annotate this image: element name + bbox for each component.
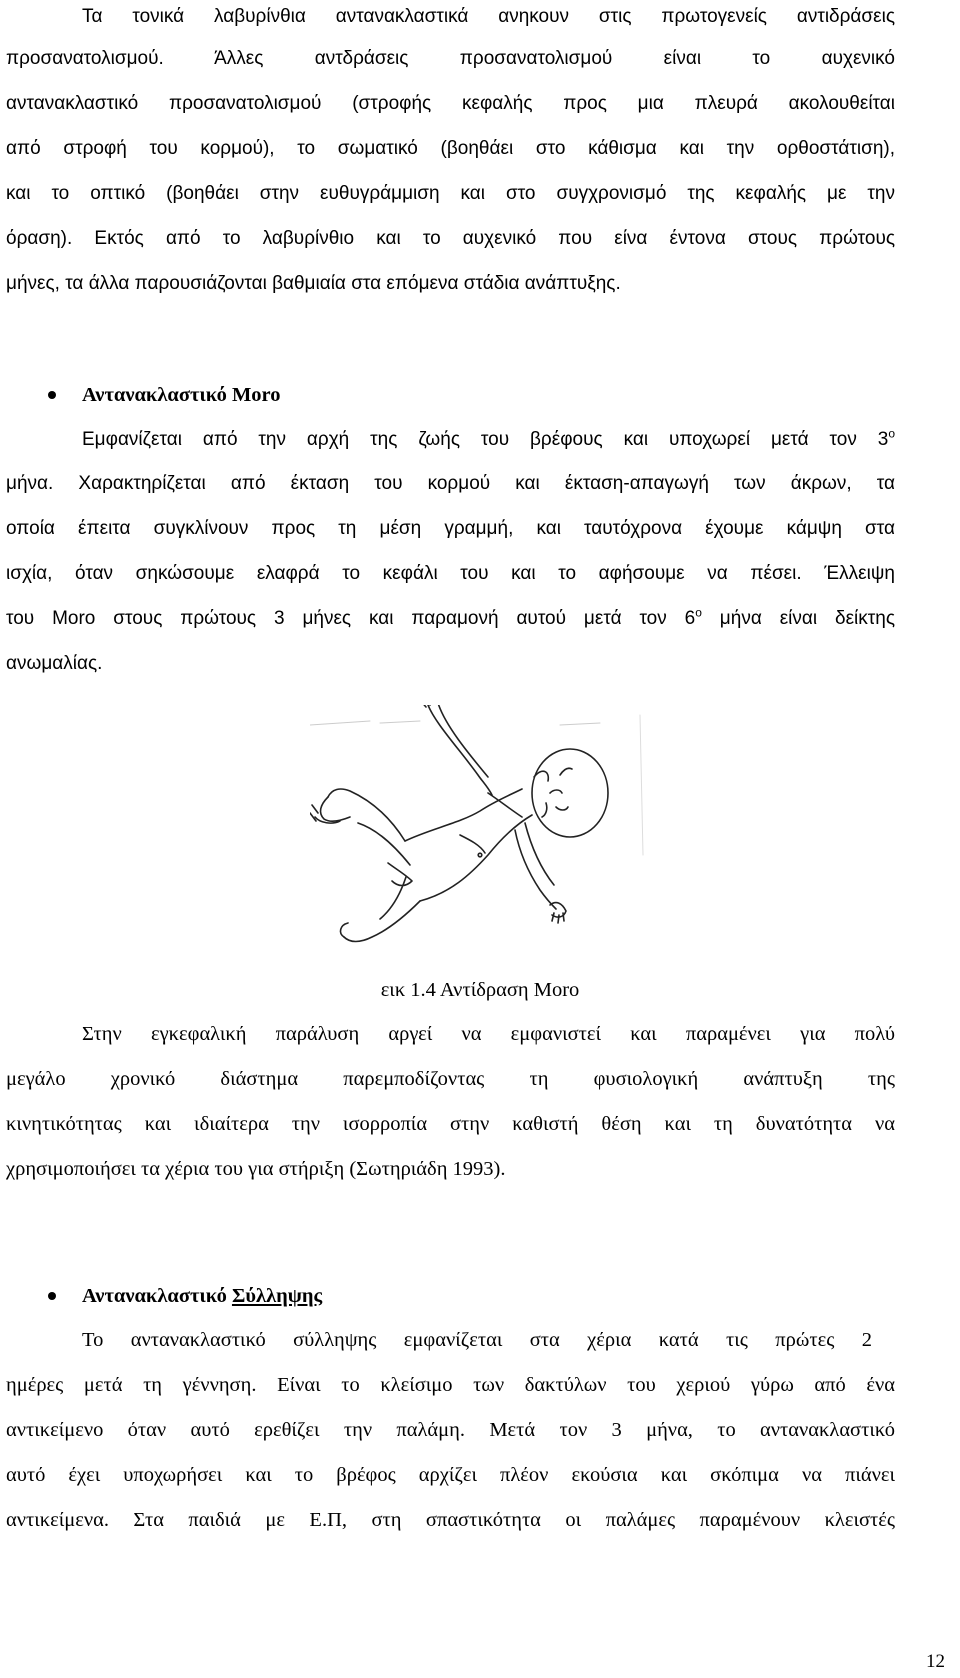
moro-line: ανωμαλίας. bbox=[6, 653, 103, 674]
moro-line: ισχία, όταν σηκώσουμε ελαφρά το κεφάλι του και το αφήσουμε να πέσει. Έλλειψη bbox=[6, 563, 895, 584]
grasp-line: ημέρες μετά τη γέννηση. Είναι το κλείσιμο των δακτύλων του χεριού γύρω από ένα bbox=[6, 1374, 895, 1396]
bullet-dot bbox=[48, 1292, 56, 1300]
paragraph-1-line: όραση). Εκτός από το λαβυρίνθιο και το αυχενικό που είνα έντονα στους πρώτους bbox=[6, 228, 895, 249]
paragraph-1-line: Τα τονικά λαβυρίνθια αντανακλαστικά ανηκουν στις πρωτογενείς αντιδράσεις bbox=[82, 6, 895, 27]
page-number: 12 bbox=[926, 1651, 945, 1672]
grasp-line: Το αντανακλαστικό σύλληψης εμφανίζεται στα χέρια κατά τις πρώτες 2 bbox=[82, 1329, 872, 1351]
moro-line: του Moro στους πρώτους 3 μήνες και παραμονή αυτού μετά τον $6^o$ μήνα είναι δείκτης bbox=[6, 605, 895, 629]
paragraph-1-line: από στροφή του κορμού), το σωματικό (βοηθάει στο κάθισμα και την ορθοστάτιση), bbox=[6, 138, 895, 159]
grasp-line: αυτό έχει υποχωρήσει και το βρέφος αρχίζει πλέον εκούσια και σκόπιμα να πιάνει bbox=[6, 1464, 895, 1486]
paragraph-1-line: προσανατολισμού. Άλλες αντδράσεις προσανατολισμού είναι το αυχενικό bbox=[6, 48, 895, 69]
grasp-line: αντικείμενο όταν αυτό ερεθίζει την παλάμη. Μετά τον 3 μήνα, το αντανακλαστικό bbox=[6, 1419, 895, 1441]
bullet-dot bbox=[48, 391, 56, 399]
moro-reflex-illustration bbox=[310, 705, 650, 960]
grasp-line: αντικείμενα. Στα παιδιά με Ε.Π, στη σπαστικότητα οι παλάμες παραμένουν κλειστές bbox=[6, 1509, 895, 1531]
paragraph-1-line: και το οπτικό (βοηθάει στην ευθυγράμμιση και στο συγχρονισμό της κεφαλής με την bbox=[6, 183, 895, 204]
paragraph-cp-line: Στην εγκεφαλική παράλυση αργεί να εμφανιστεί και παραμένει για πολύ bbox=[82, 1023, 895, 1045]
moro-line: οποία έπειτα συγκλίνουν προς τη μέση γραμμή, και ταυτόχρονα έχουμε κάμψη στα bbox=[6, 518, 895, 539]
figure-caption: εικ 1.4 Αντίδραση Moro bbox=[380, 979, 580, 1001]
paragraph-cp-line: μεγάλο χρονικό διάστημα παρεμποδίζοντας τη φυσιολογική ανάπτυξη της bbox=[6, 1068, 895, 1090]
moro-line: Εμφανίζεται από την αρχή της ζωής του βρέφους και υποχωρεί μετά τον $3^o$ bbox=[82, 426, 895, 450]
paragraph-cp-line: χρησιμοποιήσει τα χέρια του για στήριξη (Σωτηριάδη 1993). bbox=[6, 1158, 506, 1180]
section-heading-moro: Αντανακλαστικό Moro bbox=[82, 384, 281, 406]
section-heading-grasp: Αντανακλαστικό Σύλληψης bbox=[82, 1285, 323, 1307]
moro-line: μήνα. Χαρακτηρίζεται από έκταση του κορμού και έκταση-απαγωγή των άκρων, τα bbox=[6, 473, 895, 494]
paragraph-1-line: αντανακλαστικό προσανατολισμού (στροφής κεφαλής προς μια πλευρά ακολουθείται bbox=[6, 93, 895, 114]
paragraph-cp-line: κινητικότητας και ιδιαίτερα την ισορροπία στην καθιστή θέση και τη δυνατότητα να bbox=[6, 1113, 895, 1135]
paragraph-1-line: μήνες, τα άλλα παρουσιάζονται βαθμιαία στα επόμενα στάδια ανάπτυξης. bbox=[6, 273, 621, 294]
